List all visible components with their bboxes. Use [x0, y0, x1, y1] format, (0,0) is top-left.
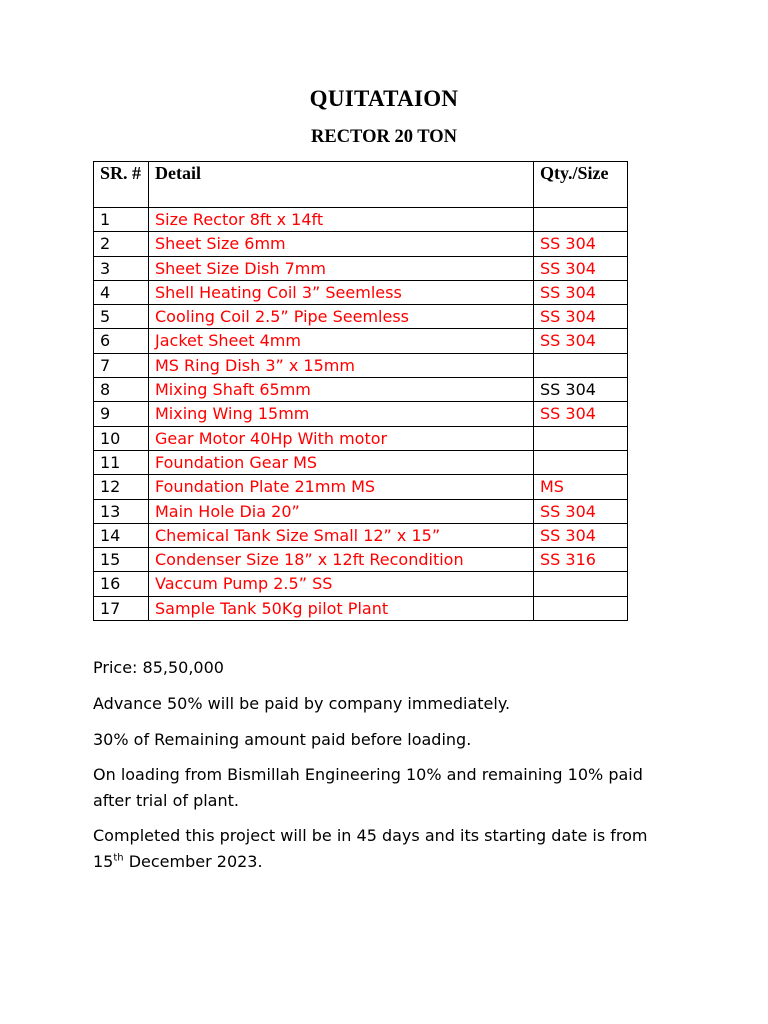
- before-loading-line: 30% of Remaining amount paid before loading.: [93, 730, 472, 749]
- advance-line: Advance 50% will be paid by company immediately.: [93, 694, 511, 713]
- cell-detail: Gear Motor 40Hp With motor: [149, 426, 534, 450]
- cell-detail: Foundation Gear MS: [149, 450, 534, 474]
- cell-detail: Sheet Size 6mm: [149, 232, 534, 256]
- cell-qty-size: [534, 450, 628, 474]
- cell-qty-size: SS 304: [534, 232, 628, 256]
- table-row: [94, 353, 628, 377]
- cell-detail: Size Rector 8ft x 14ft: [149, 208, 534, 232]
- cell-detail: Cooling Coil 2.5” Pipe Seemless: [149, 305, 534, 329]
- cell-sr: 3: [94, 256, 149, 280]
- cell-qty-size: [534, 353, 628, 377]
- cell-sr: 10: [94, 426, 149, 450]
- header-detail: Detail: [149, 162, 534, 208]
- cell-sr: 14: [94, 523, 149, 547]
- on-loading-line: On loading from Bismillah Engineering 10% and remaining 10% paid after trial of plant.: [93, 765, 643, 810]
- table-row: [94, 378, 628, 402]
- cell-sr: 6: [94, 329, 149, 353]
- cell-detail: Mixing Wing 15mm: [149, 402, 534, 426]
- cell-sr: 4: [94, 280, 149, 304]
- table-row: [94, 450, 628, 474]
- cell-sr: 9: [94, 402, 149, 426]
- cell-qty-size: SS 304: [534, 256, 628, 280]
- cell-sr: 12: [94, 475, 149, 499]
- cell-detail: Sheet Size Dish 7mm: [149, 256, 534, 280]
- cell-sr: 11: [94, 450, 149, 474]
- document-subtitle: RECTOR 20 TON: [311, 127, 457, 147]
- table-row: [94, 426, 628, 450]
- cell-detail: MS Ring Dish 3” x 15mm: [149, 353, 534, 377]
- completion-day-suffix: th: [113, 852, 124, 864]
- completion-date-rest: December 2023.: [123, 852, 263, 871]
- cell-qty-size: [534, 596, 628, 620]
- table-body: [94, 208, 628, 621]
- table-row: [94, 280, 628, 304]
- cell-sr: 16: [94, 572, 149, 596]
- cell-qty-size: SS 304: [534, 499, 628, 523]
- cell-qty-size: [534, 426, 628, 450]
- cell-detail: Shell Heating Coil 3” Seemless: [149, 280, 534, 304]
- cell-detail: Main Hole Dia 20”: [149, 499, 534, 523]
- items-table: [93, 161, 628, 621]
- table-row: [94, 548, 628, 572]
- table-row: [94, 208, 628, 232]
- table-row: [94, 596, 628, 620]
- price-line: Price: 85,50,000: [93, 658, 224, 677]
- cell-sr: 2: [94, 232, 149, 256]
- table-row: [94, 256, 628, 280]
- table-header-row: [94, 162, 628, 208]
- completion-paragraph: [93, 823, 683, 875]
- cell-qty-size: SS 304: [534, 329, 628, 353]
- cell-sr: 15: [94, 548, 149, 572]
- table-row: [94, 475, 628, 499]
- cell-qty-size: [534, 208, 628, 232]
- table-row: [94, 499, 628, 523]
- table-row: [94, 232, 628, 256]
- cell-sr: 13: [94, 499, 149, 523]
- table-row: [94, 523, 628, 547]
- cell-qty-size: [534, 572, 628, 596]
- cell-sr: 7: [94, 353, 149, 377]
- document-title: QUITATAION: [309, 86, 459, 111]
- cell-qty-size: SS 304: [534, 305, 628, 329]
- cell-detail: Condenser Size 18” x 12ft Recondition: [149, 548, 534, 572]
- table-row: [94, 572, 628, 596]
- cell-qty-size: SS 304: [534, 523, 628, 547]
- cell-qty-size: MS: [534, 475, 628, 499]
- cell-detail: Mixing Shaft 65mm: [149, 378, 534, 402]
- cell-qty-size: SS 316: [534, 548, 628, 572]
- cell-qty-size: SS 304: [534, 378, 628, 402]
- cell-sr: 8: [94, 378, 149, 402]
- header-qty-size: Qty./Size: [534, 162, 628, 208]
- cell-detail: Jacket Sheet 4mm: [149, 329, 534, 353]
- cell-sr: 5: [94, 305, 149, 329]
- cell-sr: 17: [94, 596, 149, 620]
- table-row: [94, 402, 628, 426]
- cell-sr: 1: [94, 208, 149, 232]
- table-row: [94, 305, 628, 329]
- cell-detail: Chemical Tank Size Small 12” x 15”: [149, 523, 534, 547]
- completion-day: 15: [93, 852, 114, 871]
- cell-qty-size: SS 304: [534, 402, 628, 426]
- table-row: [94, 329, 628, 353]
- cell-detail: Vaccum Pump 2.5” SS: [149, 572, 534, 596]
- cell-qty-size: SS 304: [534, 280, 628, 304]
- header-sr: SR. #: [94, 162, 149, 208]
- cell-detail: Sample Tank 50Kg pilot Plant: [149, 596, 534, 620]
- cell-detail: Foundation Plate 21mm MS: [149, 475, 534, 499]
- completion-text: Completed this project will be in 45 days and its starting date is from: [93, 826, 648, 845]
